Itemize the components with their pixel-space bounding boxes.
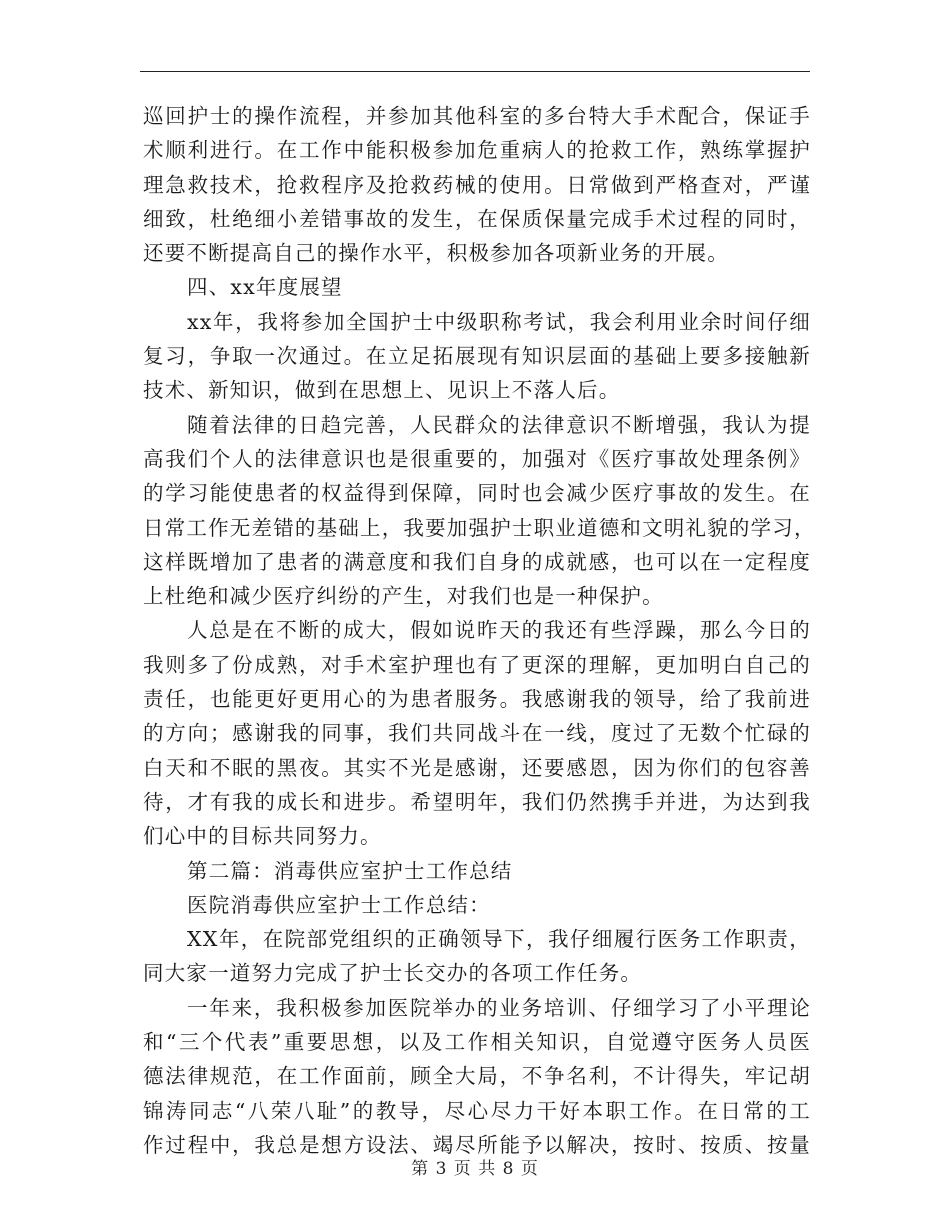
text-line: 的学习能使患者的权益得到保障，同时也会减少医疗事故的发生。在 [143,481,811,506]
text-line: 细致，杜绝细小差错事故的发生，在保质保量完成手术过程的同时， [143,206,811,231]
page-footer: 第 3 页 共 8 页 [411,1159,539,1179]
text-line: 术顺利进行。在工作中能积极参加危重病人的抢救工作，熟练掌握护 [143,138,811,163]
text-line: 技术、新知识，做到在思想上、见识上不落人后。 [143,378,621,403]
text-line: 还要不断提高自己的操作水平，积极参加各项新业务的开展。 [143,241,729,266]
section-heading: 四、xx年度展望 [187,275,343,300]
section-heading: 第二篇：消毒供应室护士工作总结 [187,858,513,883]
document-body [143,99,816,1162]
text-line: 责任，也能更好更用心的为患者服务。我感谢我的领导，给了我前进 [143,687,811,712]
text-line: 和“三个代表”重要思想，以及工作相关知识，自觉遵守医务人员医 [143,1030,811,1055]
text-line: 一年来，我积极参加医院举办的业务培训、仔细学习了小平理论 [187,995,811,1020]
text-line: 德法律规范，在工作面前，顾全大局，不争名利，不计得失，牢记胡 [143,1064,811,1089]
text-line: 白天和不眠的黑夜。其实不光是感谢，还要感恩，因为你们的包容善 [143,755,811,780]
header-rule [140,71,810,72]
text-line: 我则多了份成熟，对手术室护理也有了更深的理解，更加明白自己的 [143,652,811,677]
text-line: 理急救技术，抢救程序及抢救药械的使用。日常做到严格查对，严谨 [143,172,811,197]
text-line: 这样既增加了患者的满意度和我们自身的成就感，也可以在一定程度 [143,549,811,574]
text-line: 人总是在不断的成大，假如说昨天的我还有些浮躁，那么今日的 [187,618,811,643]
text-line: 随着法律的日趋完善，人民群众的法律意识不断增强，我认为提 [187,412,811,437]
text-line: 日常工作无差错的基础上，我要加强护士职业道德和文明礼貌的学习， [143,515,816,540]
text-line: 的方向；感谢我的同事，我们共同战斗在一线，度过了无数个忙碌的 [143,721,811,746]
text-line: 上杜绝和减少医疗纠纷的产生，对我们也是一种保护。 [143,584,664,609]
text-line: 高我们个人的法律意识也是很重要的，加强对《医疗事故处理条例》 [143,446,811,471]
subheading: 医院消毒供应室护士工作总结： [187,892,491,917]
text-line: XX年，在院部党组织的正确领导下，我仔细履行医务工作职责， [187,927,811,952]
text-line: 们心中的目标共同努力。 [143,824,382,849]
text-line: 作过程中，我总是想方设法、竭尽所能予以解决，按时、按质、按量 [143,1132,811,1157]
text-line: 锦涛同志“八荣八耻”的教导，尽心尽力干好本职工作。在日常的工 [143,1098,811,1123]
text-line: 待，才有我的成长和进步。希望明年，我们仍然携手并进，为达到我 [143,789,811,814]
text-line: 巡回护士的操作流程，并参加其他科室的多台特大手术配合，保证手 [143,104,811,128]
text-line: 同大家一道努力完成了护士长交办的各项工作任务。 [143,961,643,986]
text-line: xx年，我将参加全国护士中级职称考试，我会利用业余时间仔细 [187,309,811,334]
text-line: 复习，争取一次通过。在立足拓展现有知识层面的基础上要多接触新 [143,344,811,369]
